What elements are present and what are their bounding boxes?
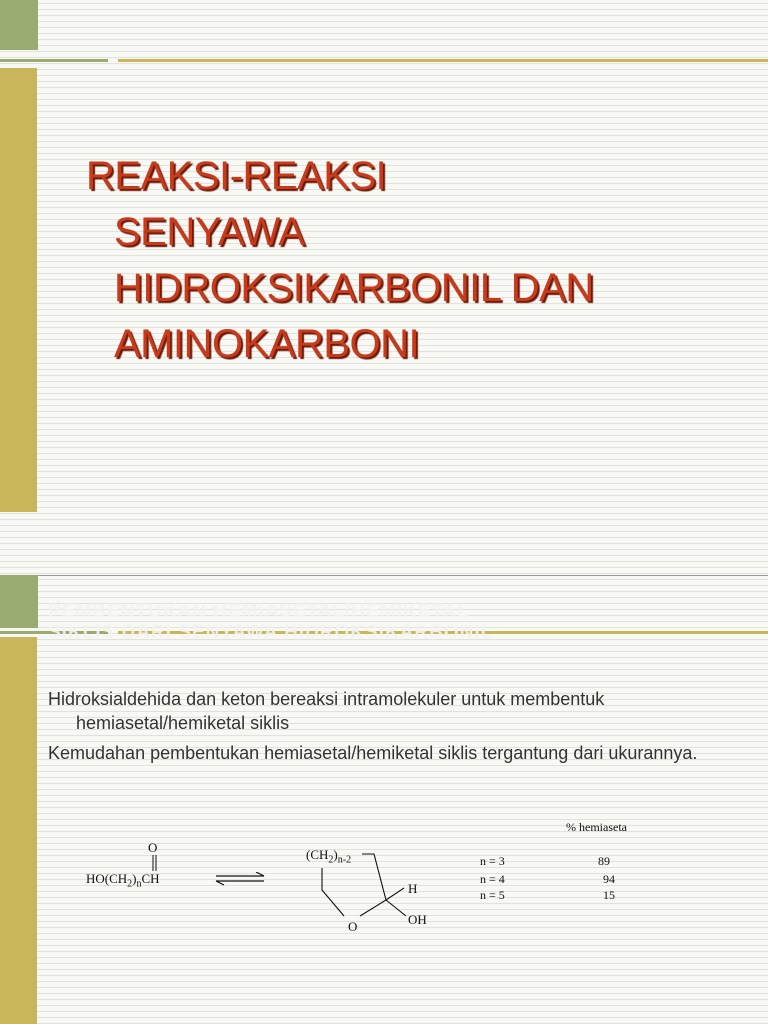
bullet-list [48, 687, 728, 771]
table-value: 94 [603, 872, 615, 886]
table-n: n = 4 [480, 872, 505, 886]
title-line: REAKSI-REAKSI [86, 154, 387, 198]
divider-gold [118, 59, 768, 62]
bullet-item: Kemudahan pembentukan hemiasetal/hemiketal siklis tergantung dari ukurannya. [48, 743, 698, 763]
title-line: SENYAWA [114, 210, 305, 254]
corner-square-decoration [0, 0, 38, 50]
table-n: n = 5 [480, 888, 505, 902]
title-line: AMINOKARBONI [114, 322, 420, 366]
table-n: n = 3 [480, 854, 505, 868]
heading-line: PEMBENTUKAN HEMIASETAL/HEMIKETAL [48, 601, 470, 622]
ring-oh: OH [408, 912, 427, 927]
ring-structure [310, 850, 420, 930]
divider-green [0, 59, 108, 62]
ring-h: H [408, 881, 418, 896]
title-line: HIDROKSIKARBONIL DAN [114, 266, 594, 310]
carbonyl-oxygen: O [148, 840, 158, 855]
ring-ch2-label: $(CH_2)_{n-2}$ [306, 847, 352, 866]
slide-title-text [86, 148, 726, 372]
corner-square-decoration [0, 575, 38, 628]
reaction-scheme [0, 820, 768, 934]
table-value: 15 [603, 888, 615, 902]
slide-heading [48, 601, 748, 643]
left-accent-bar [0, 68, 37, 512]
heading-line: SIKLIS DARI SENYAWA HIDROKSIKARBONIL [48, 622, 494, 643]
equilibrium-arrow-icon [212, 872, 268, 886]
table-value: 89 [598, 854, 610, 868]
table-header: % hemiaseta [566, 820, 627, 834]
reactant-formula: $HO(CH_2)_nCH$ [86, 871, 160, 890]
slide-border [0, 575, 768, 576]
bullet-item: Hidroksialdehida dan keton bereaksi intramolekuler untuk membentuk hemiasetal/hemiketal siklis [48, 689, 605, 733]
slide-hemiasetal [0, 575, 768, 1024]
ring-oxygen: O [348, 919, 358, 934]
